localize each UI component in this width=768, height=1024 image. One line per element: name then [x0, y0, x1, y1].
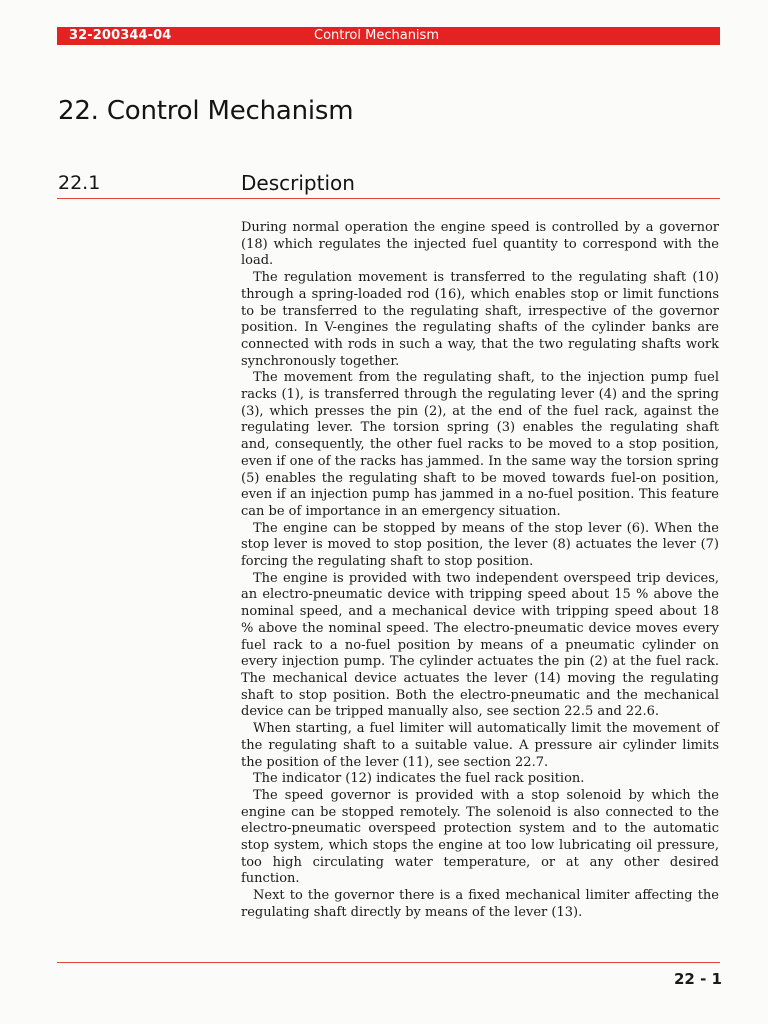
- paragraph: The regulation movement is transferred to the regulating shaft (10) through a spring-loaded rod (16), which enables stop or limit functions to be transferred to the regulating shaft, irrespective of the governor position. In V-engines the regulating shafts of the cylinder banks are connected with rods in such a way, that the two regulating shafts work synchronously together.: [241, 270, 719, 369]
- body-text: [241, 220, 719, 922]
- section-number: 22.1: [58, 172, 101, 194]
- page-number: 22 - 1: [674, 970, 722, 988]
- header-bar: [57, 27, 720, 45]
- document-number: 32-200344-04: [69, 28, 172, 43]
- paragraph: The movement from the regulating shaft, to the injection pump fuel racks (1), is transferred through the regulating lever (4) and the spring (3), which presses the pin (2), at the end of the fuel rack, against the regulating lever. The torsion spring (3) enables the regulating shaft and, consequently, the other fuel racks to be moved to a stop position, even if one of the racks has jammed. In the same way the torsion spring (5) enables the regulating shaft to be moved towards fuel-on position, even if an injection pump has jammed in a no-fuel position. This feature can be of importance in an emergency situation.: [241, 370, 719, 519]
- paragraph: The indicator (12) indicates the fuel rack position.: [253, 771, 585, 787]
- paragraph: The engine can be stopped by means of the stop lever (6). When the stop lever is moved to stop position, the lever (8) actuates the lever (7) forcing the regulating shaft to stop position.: [241, 520, 719, 570]
- chapter-title: 22. Control Mechanism: [58, 96, 354, 126]
- paragraph: During normal operation the engine speed is controlled by a governor (18) which regulates the injected fuel quantity to correspond with the load.: [241, 220, 719, 269]
- footer-divider: [57, 962, 720, 963]
- paragraph: Next to the governor there is a fixed mechanical limiter affecting the regulating shaft directly by means of the lever (13).: [241, 888, 719, 920]
- section-title: Description: [241, 171, 355, 195]
- running-title: Control Mechanism: [314, 28, 439, 43]
- paragraph: When starting, a fuel limiter will automatically limit the movement of the regulating shaft to a suitable value. A pressure air cylinder limits the position of the lever (11), see section 22.7.: [241, 721, 719, 770]
- paragraph: The engine is provided with two independent overspeed trip devices, an electro-pneumatic device with tripping speed about 15 % above the nominal speed, and a mechanical device with tripping speed about 18 % above the nominal speed. The electro-pneumatic device moves every fuel rack to a no-fuel position by means of a pneumatic cylinder on every injection pump. The cylinder actuates the pin (2) at the fuel rack. The mechanical device actuates the lever (14) moving the regulating shaft to stop position. Both the electro-pneumatic and the mechanical device can be tripped manually also, see section 22.5 and 22.6.: [241, 570, 719, 720]
- section-divider: [57, 198, 720, 199]
- paragraph: The speed governor is provided with a stop solenoid by which the engine can be stopped remotely. The solenoid is also connected to the electro-pneumatic overspeed protection system and to the automatic stop system, which stops the engine at too low lubricating oil pressure, too high circulating water temperature, or at any other desired function.: [241, 787, 719, 887]
